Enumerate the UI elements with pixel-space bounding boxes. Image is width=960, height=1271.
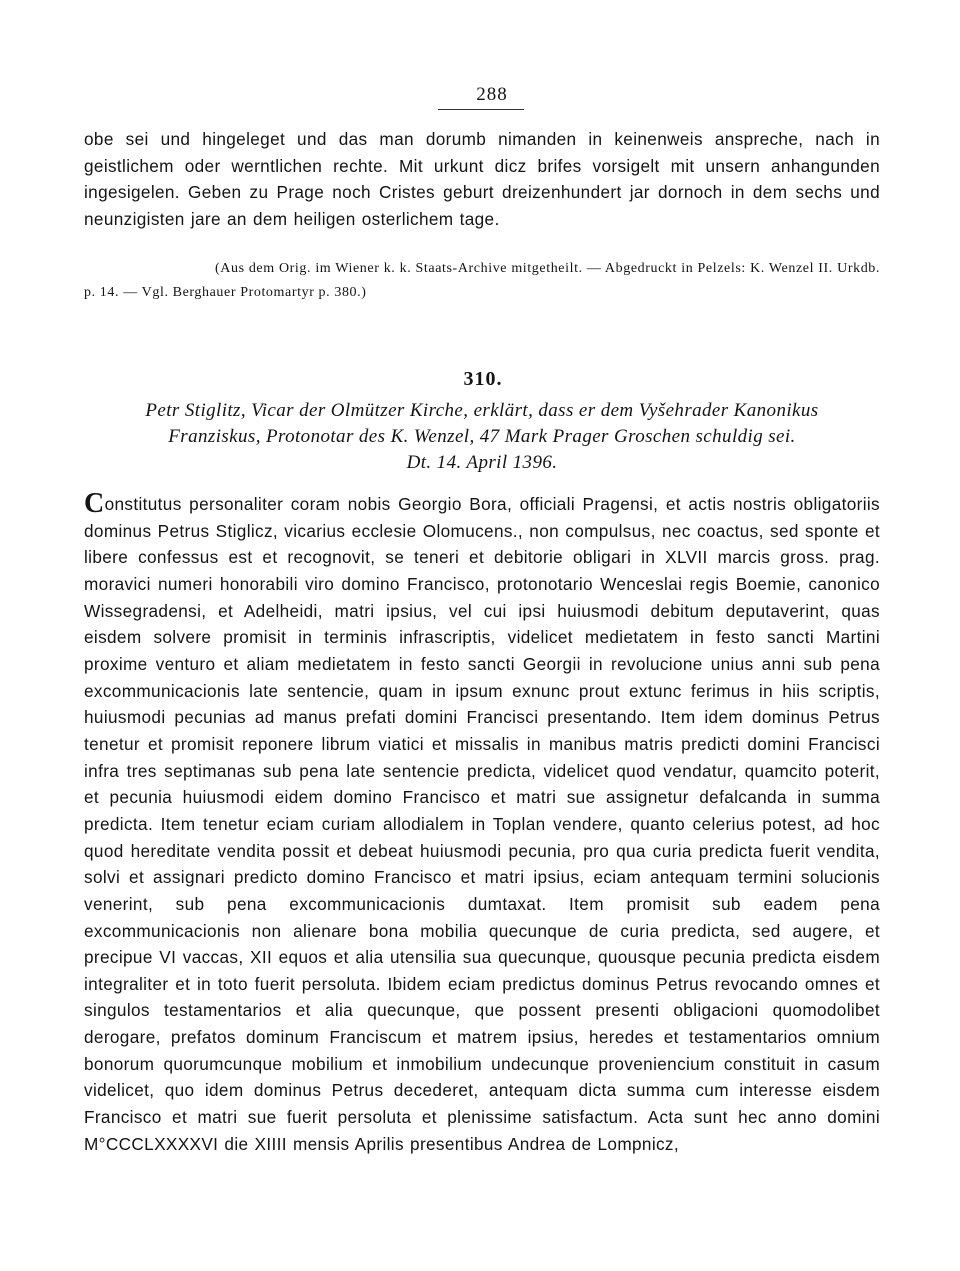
carryover-paragraph: obe sei und hingeleget und das man dorumb nimanden in keinenweis anspreche, nach in geistlichem oder werntlichen rechte. Mit urkunt dicz brifes vorsigelt mit unsern anhangunden ingesigelen. Geben zu Prage noch Cristes geburt dreizenhundert jar dornoch in dem sechs und neunzigisten jare an dem heiligen osterlichem tage. [84, 129, 880, 230]
body-text: onstitutus personaliter coram nobis Georgio Bora, officiali Pragensi, et actis nostris obligatoriis dominus Petrus Stiglicz, vicarius ecclesie Olomucens., non compulsus, nec coactus, sed sponte et libere confessus est et recognovit, se teneri et debitorie obligari in XLVII marcis gross. prag. moravici numeri honorabili viro domino Francisco, protonotario Wenceslai regis Boemie, canonico Wissegradensi, et Adelheidi, matri ipsius, vel cui ipsi huiusmodi debitum deputaverint, quas eisdem solvere promisit in terminis infrascriptis, videlicet medietatem in festo sancti Martini proxime venturo et aliam medietatem in festo sancti Georgii in revolucione unius anni sub pena excommunicacionis late sentencie, quam in ipsum exnunc prout extunc ferimus in hiis scriptis, huiusmodi pecunias ad manus prefati domini Francisci presentando. Item idem dominus Petrus tenetur et promisit reponere librum viatici et missalis in manibus matris predicti domini Francisci infra tres septimanas sub pena late sentencie predicta, videlicet quod vendatur, quamcito poterit, et pecunia huiusmodi eidem domino Francisco et matri sue assignetur defalcanda in summa predicta. Item tenetur eciam curiam allodialem in Toplan vendere, quanto celerius potest, ad hoc quod hereditate vendita possit et debeat huiusmodi pecunia, pro qua curia predicta fuerit vendita, solvi et assignari predicto domino Francisco et matri ipsius, eciam antequam termini solucionis venerint, sub pena excommunicacionis dumtaxat. Item promisit sub eadem pena excommunicacionis non alienare bona mobilia quecunque de curia predicta, sed augere, et precipue VI vaccas, XII equos et alia utensilia sua quecunque, quousque pecunia predicta eisdem integraliter et in toto fuerit persoluta. Ibidem eciam predictus dominus Petrus revocando omnes et singulos testamentarios et alia quecunque, que possent presenti obligacioni quomodolibet derogare, prefatos dominum Franciscum et matrem ipsius, heredes et testamentarios omnium bonorum quorumcunque mobilium et inmobilium undecunque proveniencium constituit in casum videlicet, quo idem dominus Petrus decederet, antequam dicta summa cum interesse eisdem Francisco et matri sue fuerit persoluta et plenissime satisfactum. Acta sunt hec anno domini M°CCCLXXXXVI die XIIII mensis Aprilis presentibus Andrea de Lompnicz, [84, 494, 880, 1154]
document-heading [84, 398, 880, 476]
heading-line-3: Dt. 14. April 1396. [406, 452, 558, 473]
heading-line-2: Franziskus, Protonotar des K. Wenzel, 47 Mark Prager Groschen schuldig sei. [168, 426, 796, 447]
page-number-rule [438, 109, 524, 110]
heading-line-1: Petr Stiglitz, Vicar der Olmützer Kirche, erklärt, dass er dem Vyšehrader Kanonikus [145, 400, 819, 421]
source-note: (Aus dem Orig. im Wiener k. k. Staats-Archive mitgetheilt. — Abgedruckt in Pelzels: K. Wenzel II. Urkdb. p. 14. — Vgl. Berghauer Protomartyr p. 380.) [84, 261, 880, 300]
document-number: 310. [463, 368, 503, 390]
document-body [84, 488, 880, 1157]
initial-letter: C [84, 488, 105, 519]
page-number: 288 [476, 84, 508, 105]
